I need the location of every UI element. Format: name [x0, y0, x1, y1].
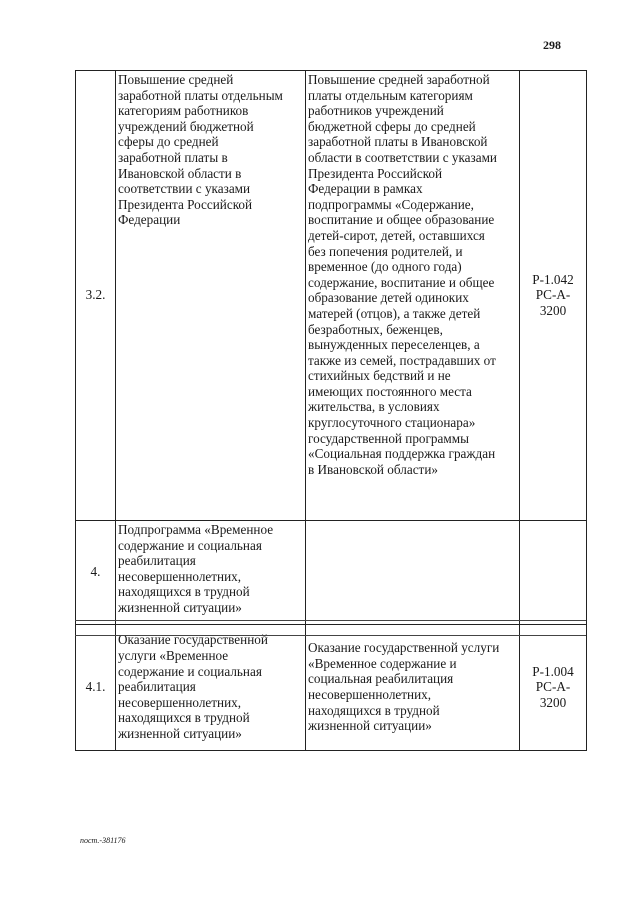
row-separator-line [75, 620, 586, 621]
text-line: «Социальная поддержка граждан [308, 446, 496, 462]
row-number-cell [76, 521, 116, 625]
text-line: 3200 [539, 694, 567, 710]
document-table [75, 70, 587, 751]
text-line: безработных, беженцев, [308, 321, 443, 337]
text-line: образование детей одиноких [308, 290, 469, 306]
text-line: социальная реабилитация [308, 671, 454, 687]
text-line: реабилитация [118, 553, 196, 569]
name-text [118, 522, 303, 616]
name-text [118, 632, 303, 741]
text-line: также из семей, пострадавших от [308, 352, 496, 368]
row-number-cell [76, 71, 116, 521]
name-text [118, 72, 303, 228]
text-line: без попечения родителей, и [308, 243, 463, 259]
text-line: содержание и социальная [118, 663, 262, 679]
table-row [76, 521, 587, 625]
code-cell [520, 625, 587, 751]
footer-document-code: пост.-381176 [80, 836, 126, 845]
code-cell [520, 71, 587, 521]
text-line: Федерации [118, 212, 181, 228]
text-line: РС-А- [535, 679, 571, 695]
text-line: Подпрограмма «Временное [118, 522, 274, 537]
text-line: Ивановской области в [118, 165, 242, 181]
row-separator-line [75, 635, 586, 636]
text-line: несовершеннолетних, [308, 687, 432, 702]
text-line: стихийных бедствий и не [308, 368, 451, 384]
text-line: бюджетной сферы до средней [308, 118, 476, 134]
text-line: реабилитация [118, 679, 196, 695]
table-row [76, 71, 587, 521]
text-line: заработной платы в Ивановской [308, 134, 488, 150]
text-line: Оказание государственной услуги [308, 640, 500, 656]
text-line: воспитание и общее образование [308, 212, 495, 228]
text-line: несовершеннолетних, [118, 568, 242, 584]
text-line: соответствии с указами [118, 181, 251, 197]
text-line: в Ивановской области» [308, 461, 438, 477]
text-line: временное (до одного года) [308, 259, 462, 275]
code-text [522, 272, 584, 319]
text-line: работников учреждений [308, 103, 444, 119]
text-line: Повышение средней заработной [308, 72, 490, 87]
name-cell [116, 521, 306, 625]
text-line: государственной программы [308, 430, 469, 446]
text-line: услуги «Временное [118, 648, 229, 664]
description-text [308, 640, 517, 734]
text-line: матерей (отцов), а также детей [308, 305, 481, 321]
description-cell [306, 521, 520, 625]
text-line: 3200 [539, 302, 567, 318]
text-line: Президента Российской [118, 196, 253, 212]
text-line: Федерации в рамках [308, 181, 423, 197]
description-text [308, 72, 517, 477]
text-line: находящихся в трудной [308, 702, 440, 718]
text-line: находящихся в трудной [118, 584, 250, 600]
name-cell [116, 71, 306, 521]
text-line: области в соответствии с указами [308, 149, 497, 165]
name-cell [116, 625, 306, 751]
text-line: учреждений бюджетной [118, 118, 254, 134]
text-line: заработной платы в [118, 149, 228, 165]
row-number-cell [76, 625, 116, 751]
text-line: платы отдельным категориям [308, 87, 473, 103]
text-line: сферы до средней [118, 134, 219, 150]
text-line: жительства, в условиях [308, 399, 440, 415]
text-line: подпрограммы «Содержание, [308, 196, 474, 212]
description-cell [306, 625, 520, 751]
text-line: содержание, воспитание и общее [308, 274, 495, 290]
text-line: круглосуточного стационара» [308, 415, 476, 431]
text-line: Р-1.004 [532, 663, 574, 679]
text-line: вынужденных переселенцев, а [308, 337, 480, 353]
text-line: находящихся в трудной [118, 710, 250, 726]
text-line: жизненной ситуации» [308, 718, 432, 734]
table-row [76, 625, 587, 751]
text-line: жизненной ситуации» [118, 599, 242, 615]
text-line: заработной платы отдельным [118, 87, 283, 103]
text-line: детей-сирот, детей, оставшихся [308, 227, 485, 243]
text-line: несовершеннолетних, [118, 694, 242, 710]
row-number: 3.2. [85, 287, 106, 303]
text-line: Президента Российской [308, 165, 443, 181]
text-line: имеющих постоянного места [308, 383, 472, 399]
row-number: 4. [90, 564, 101, 580]
text-line: Оказание государственной [118, 632, 268, 648]
text-line: содержание и социальная [118, 537, 262, 553]
text-line: «Временное содержание и [308, 655, 457, 671]
text-line: жизненной ситуации» [118, 725, 242, 741]
text-line: Р-1.042 [532, 271, 574, 287]
page-number: 298 [543, 38, 561, 52]
code-text [522, 664, 584, 711]
row-number: 4.1. [85, 679, 106, 695]
description-cell [306, 71, 520, 521]
text-line: категориям работников [118, 103, 249, 119]
text-line: Повышение средней [118, 72, 234, 87]
text-line: РС-А- [535, 287, 571, 303]
code-cell [520, 521, 587, 625]
